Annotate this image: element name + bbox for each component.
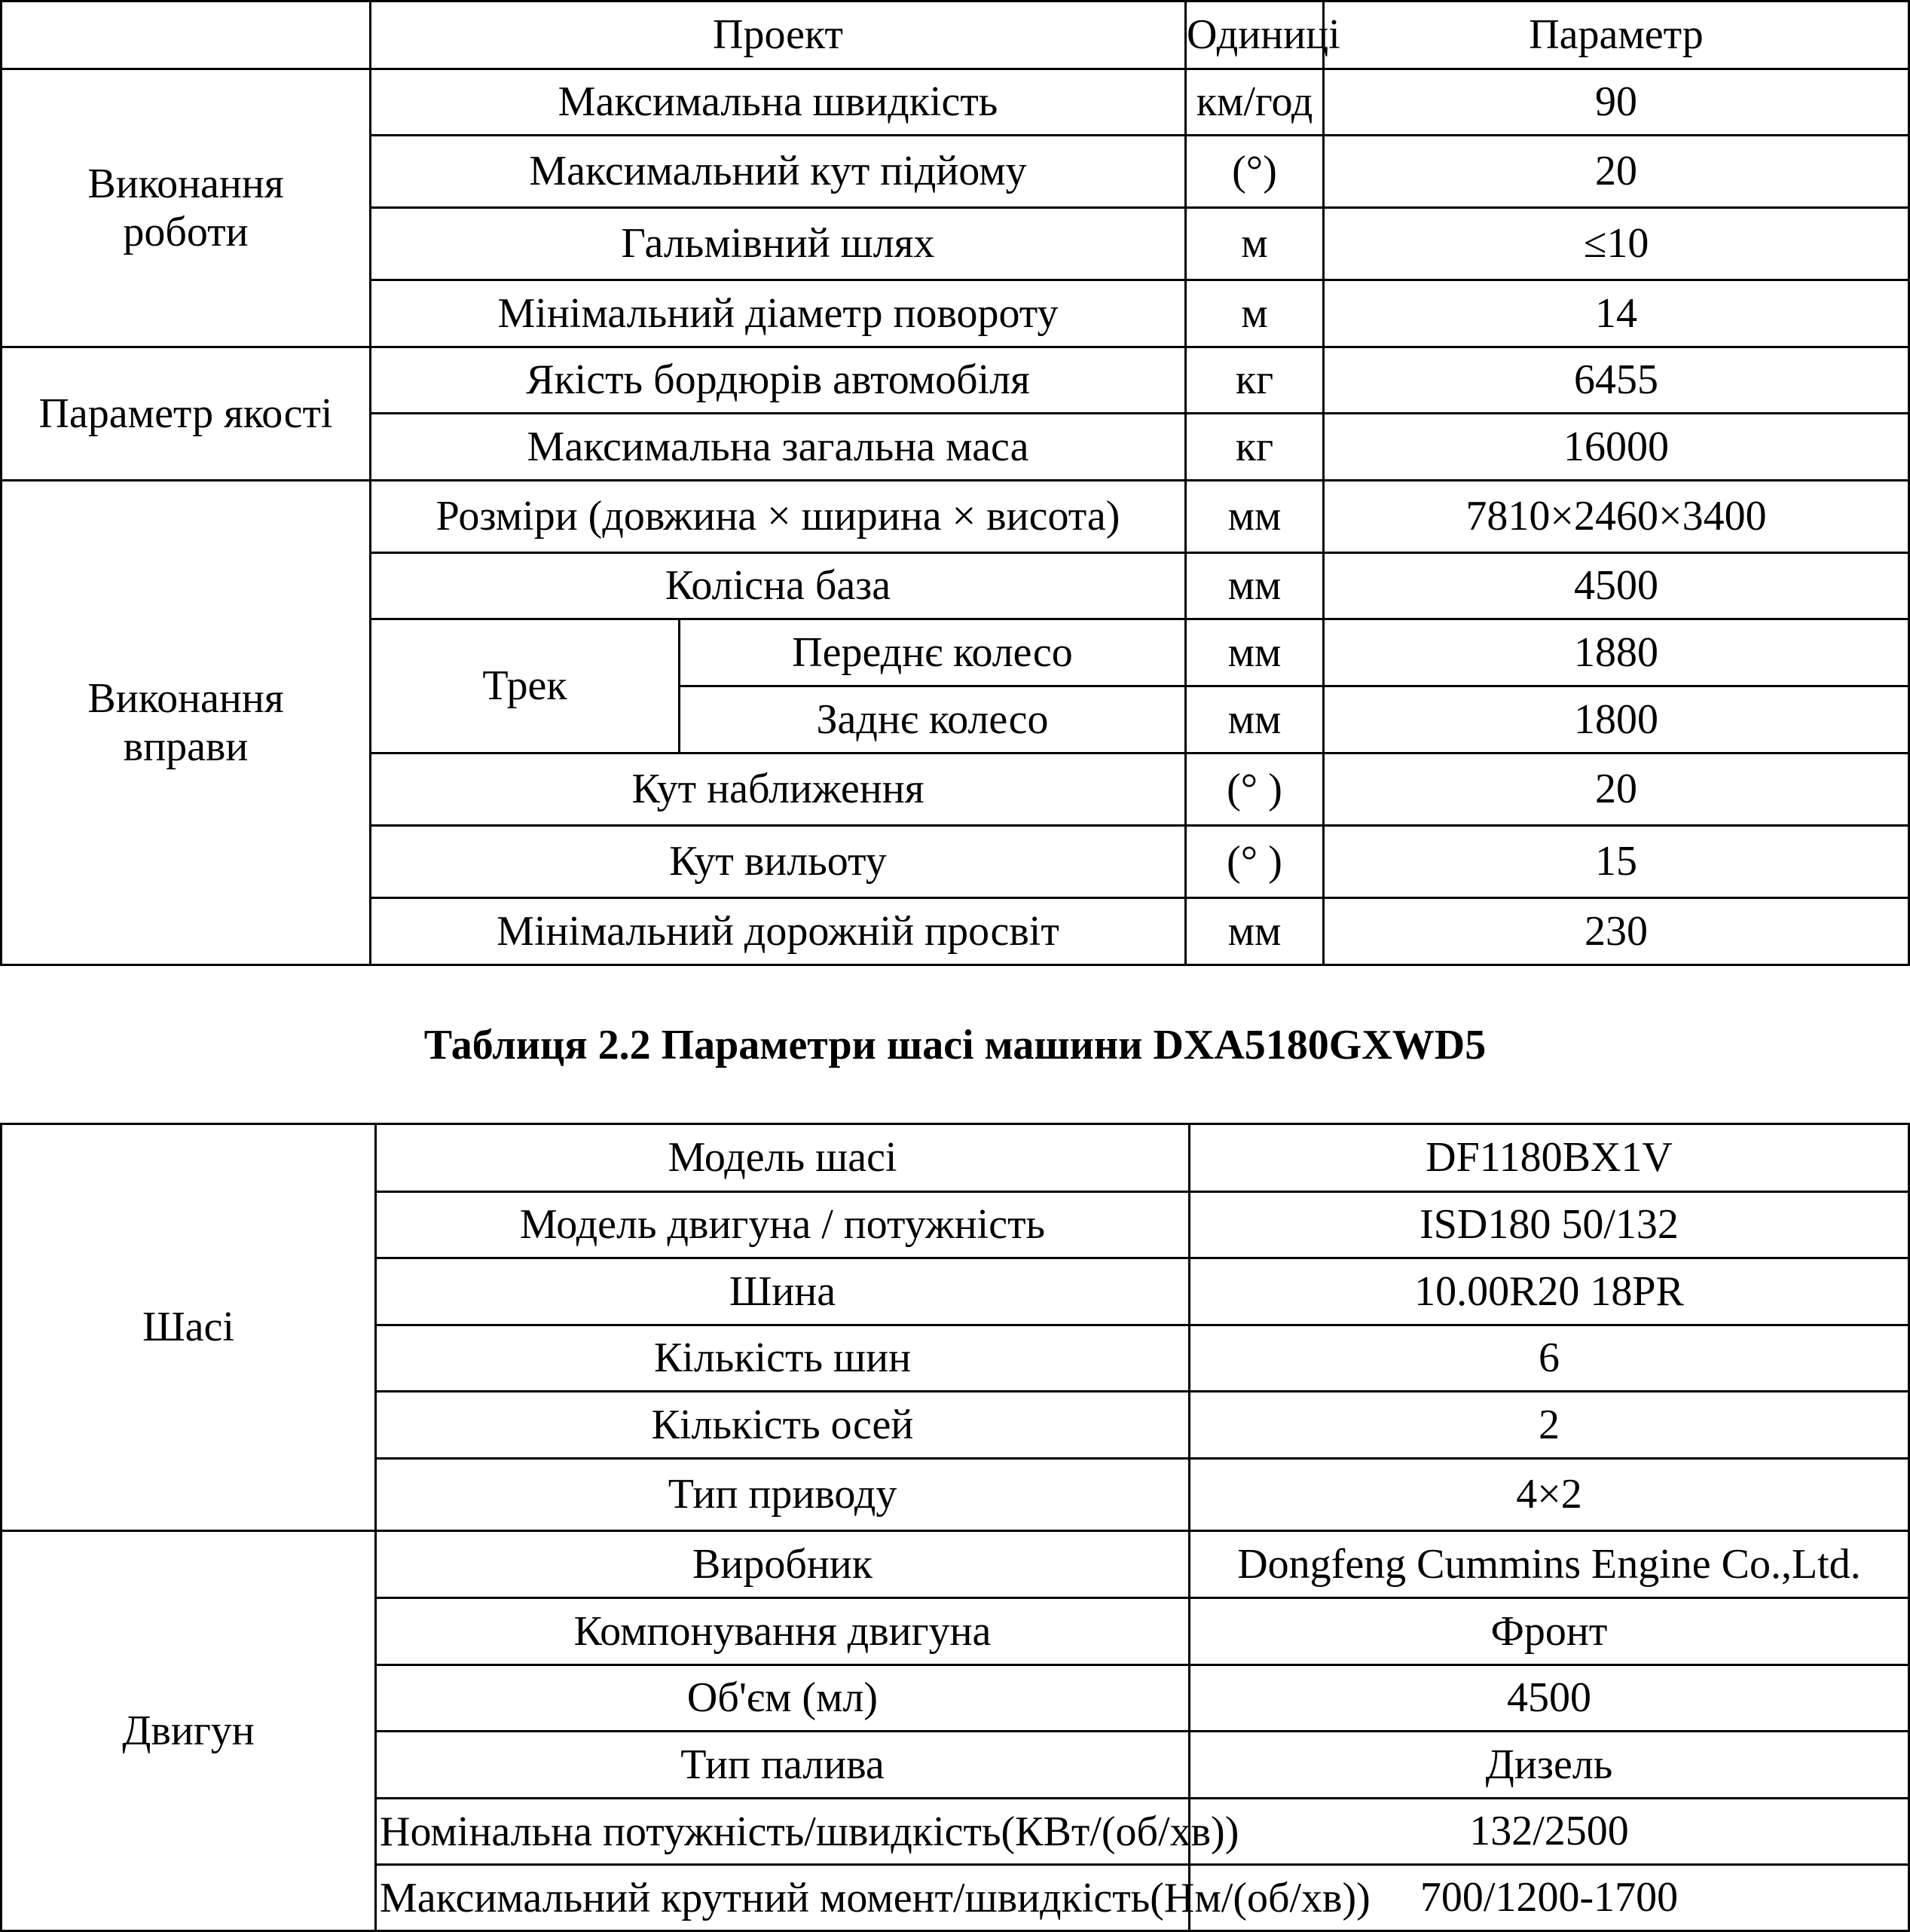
row-name: Мінімальний діаметр повороту xyxy=(371,280,1186,347)
row-unit: м xyxy=(1186,280,1324,347)
row-unit: м xyxy=(1186,208,1324,280)
row-unit: мм xyxy=(1186,686,1324,754)
header-project: Проект xyxy=(371,2,1186,69)
row-unit: мм xyxy=(1186,619,1324,686)
row-name: Заднє колесо xyxy=(680,686,1186,754)
table-row xyxy=(2,1124,1909,1192)
row-value: 15 xyxy=(1324,826,1909,898)
row-name: Об'єм (мл) xyxy=(376,1665,1190,1732)
row-value: Фронт xyxy=(1190,1598,1909,1665)
row-value: Дизель xyxy=(1190,1732,1909,1799)
group-track: Трек xyxy=(371,619,680,754)
row-unit: мм xyxy=(1186,553,1324,619)
row-name: Модель двигуна / потужність xyxy=(376,1192,1190,1258)
chassis-table xyxy=(0,1123,1910,1932)
row-name: Розміри (довжина × ширина × висота) xyxy=(371,481,1186,553)
row-value: 1800 xyxy=(1324,686,1909,754)
row-unit: мм xyxy=(1186,898,1324,965)
table-row xyxy=(2,481,1909,553)
row-name: Гальмівний шлях xyxy=(371,208,1186,280)
row-value: 16000 xyxy=(1324,414,1909,481)
row-name: Максимальна загальна маса xyxy=(371,414,1186,481)
row-value: 7810×2460×3400 xyxy=(1324,481,1909,553)
row-name: Кількість осей xyxy=(376,1392,1190,1459)
row-unit: (°) xyxy=(1186,136,1324,208)
row-name-cell xyxy=(376,1799,1239,1865)
table-caption: Таблиця 2.2 Параметри шасі машини DXA5180GXWD5 xyxy=(423,1022,1487,1068)
row-unit: (° ) xyxy=(1186,826,1324,898)
row-unit: км/год xyxy=(1186,69,1324,136)
row-name: Якість бордюрів автомобіля xyxy=(371,347,1186,414)
row-value: 20 xyxy=(1324,754,1909,826)
row-name: Максимальна швидкість xyxy=(371,69,1186,136)
row-value: 14 xyxy=(1324,280,1909,347)
row-name: Компонування двигуна xyxy=(376,1598,1190,1665)
group-work-performance: Виконання роботи xyxy=(2,69,371,347)
row-unit: мм xyxy=(1186,481,1324,553)
row-name: Максимальний кут підйому xyxy=(371,136,1186,208)
row-value: 700/1200-1700 xyxy=(1190,1865,1909,1931)
group-exercise-performance: Виконання вправи xyxy=(2,481,371,965)
row-name: Кількість шин xyxy=(376,1325,1190,1392)
row-value: 6 xyxy=(1190,1325,1909,1392)
row-value: ≤10 xyxy=(1324,208,1909,280)
row-value: 4500 xyxy=(1324,553,1909,619)
row-name: Тип приводу xyxy=(376,1459,1190,1531)
table-row xyxy=(2,69,1909,136)
row-name: Колісна база xyxy=(371,553,1186,619)
row-value: 4500 xyxy=(1190,1665,1909,1732)
row-name: Шина xyxy=(376,1258,1190,1325)
row-name: Кут вильоту xyxy=(371,826,1186,898)
header-empty-cell xyxy=(2,2,371,69)
row-value: 2 xyxy=(1190,1392,1909,1459)
row-value: 20 xyxy=(1324,136,1909,208)
row-value: 1880 xyxy=(1324,619,1909,686)
table-row xyxy=(2,347,1909,414)
row-name: Мінімальний дорожній просвіт xyxy=(371,898,1186,965)
table-header-row xyxy=(2,2,1909,69)
row-value: DF1180BX1V xyxy=(1190,1124,1909,1192)
group-quality-parameter: Параметр якості xyxy=(2,347,371,481)
row-name: Максимальний крутний момент/швидкість(Нм/(об/хв)) xyxy=(380,1874,1371,1921)
row-unit: кг xyxy=(1186,347,1324,414)
row-name: Виробник xyxy=(376,1531,1190,1598)
row-name: Кут наближення xyxy=(371,754,1186,826)
row-name: Переднє колесо xyxy=(680,619,1186,686)
row-value: 90 xyxy=(1324,69,1909,136)
row-value: ISD180 50/132 xyxy=(1190,1192,1909,1258)
header-units: Одиниці xyxy=(1186,2,1324,69)
row-unit: (° ) xyxy=(1186,754,1324,826)
header-parameter: Параметр xyxy=(1324,2,1909,69)
row-name-cell xyxy=(376,1865,1371,1931)
row-value: Dongfeng Cummins Engine Co.,Ltd. xyxy=(1190,1531,1909,1598)
row-value: 132/2500 xyxy=(1190,1799,1909,1865)
row-value: 230 xyxy=(1324,898,1909,965)
row-value: 10.00R20 18PR xyxy=(1190,1258,1909,1325)
row-unit: кг xyxy=(1186,414,1324,481)
row-value: 4×2 xyxy=(1190,1459,1909,1531)
row-value: 6455 xyxy=(1324,347,1909,414)
row-name: Номінальна потужність/швидкість(КВт/(об/хв)) xyxy=(380,1808,1239,1855)
group-engine: Двигун xyxy=(2,1531,376,1931)
row-name: Тип палива xyxy=(376,1732,1190,1799)
row-name: Модель шасі xyxy=(376,1124,1190,1192)
table-row xyxy=(2,1531,1909,1598)
group-chassis: Шасі xyxy=(2,1124,376,1531)
